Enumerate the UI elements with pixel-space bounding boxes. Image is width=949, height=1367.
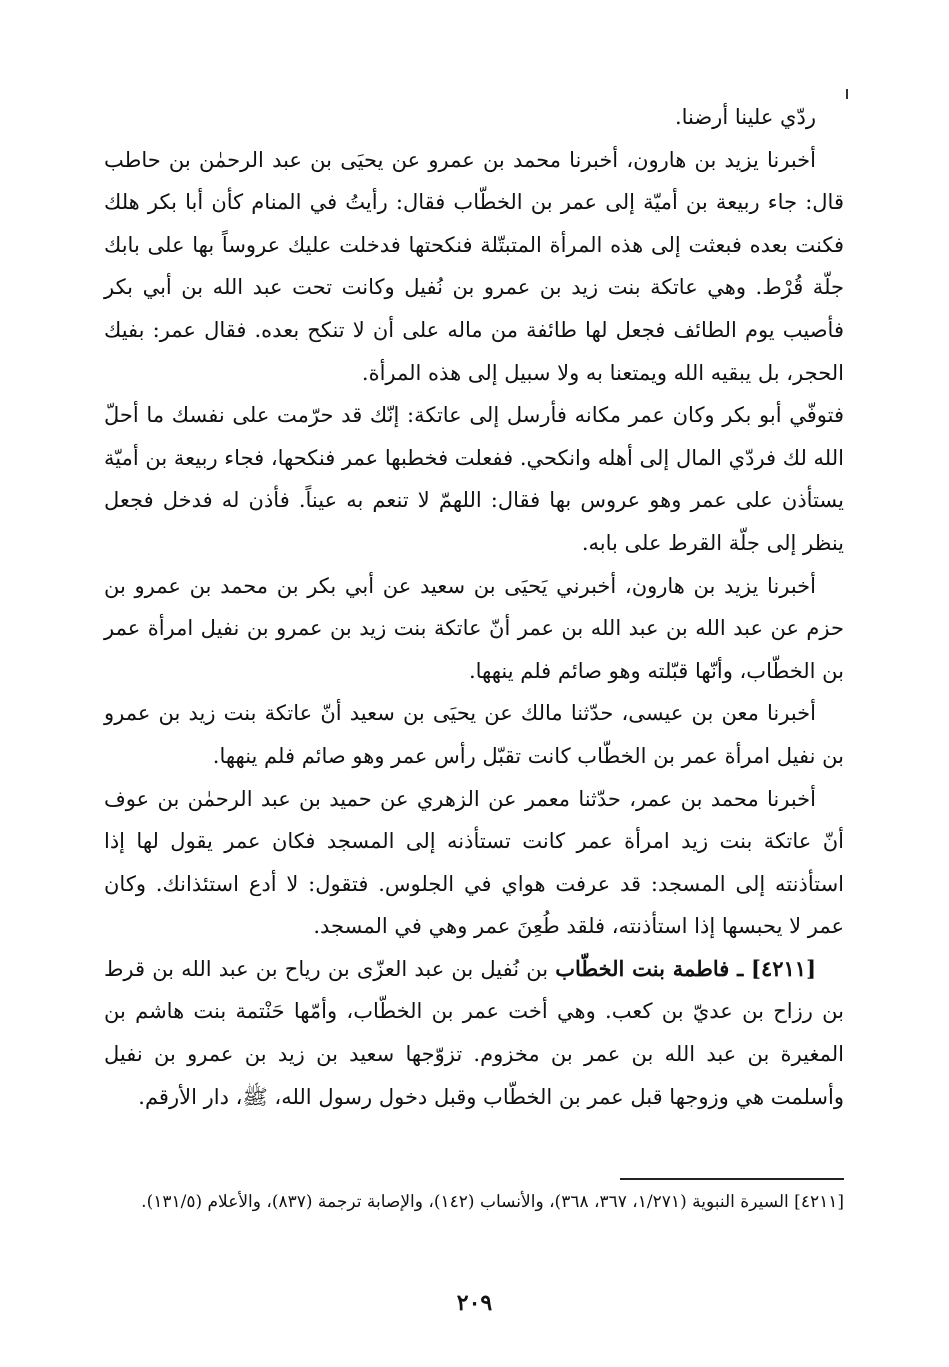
biography-entry — [104, 948, 844, 1118]
paragraph: فتوفّي أبو بكر وكان عمر مكانه فأرسل إلى عاتكة: إنّك قد حرّمت على نفسك ما أحلّ الله لك فردّي المال إلى أهله وانكحي. ففعلت فخطبها عمر فنكحها، فجاء ربيعة بن أميّة يستأذن على عمر وهو عروس بها فقال: اللهمّ لا تنعم به عيناً. فأذن له فدخل فجعل ينظر إلى جلّة القرط على بابه. — [104, 403, 844, 555]
paragraph: أخبرنا يزيد بن هارون، أخبرني يَحيَى بن سعيد عن أبي بكر بن محمد بن عمرو بن حزم عن عبد الله بن عبد الله بن عمر أنّ عاتكة بنت زيد بن عمرو بن نفيل امرأة عمر بن الخطّاب، وأنّها قبّلته وهو صائم فلم ينهها. — [104, 573, 844, 683]
paragraph: أخبرنا محمد بن عمر، حدّثنا معمر عن الزهري عن حميد بن عبد الرحمٰن بن عوف أنّ عاتكة بنت زيد امرأة عمر كانت تستأذنه إلى المسجد فكان عمر يقول لها إذا استأذنته إلى المسجد: قد عرفت هواي في الجلوس. فتقول: لا أدع استئذانك. وكان عمر لا يحبسها إذا استأذنته، فلقد طُعِنَ عمر وهي في المسجد. — [104, 786, 844, 939]
paragraph: أخبرنا يزيد بن هارون، أخبرنا محمد بن عمرو عن يحيَى بن عبد الرحمٰن بن حاطب قال: جاء ربيعة بن أميّة إلى عمر بن الخطّاب فقال: رأيتُ في المنام كأن أبا بكر هلك فكنت بعده فبعثت إلى هذه المرأة المتبتّلة فنكحتها فدخلت عليك عروساً بها على بابك جلّة قُرْط. وهي عاتكة بنت زيد بن عمرو بن نُفيل وكانت تحت عبد الله بن أبي بكر فأصيب يوم الطائف فجعل لها طائفة من ماله على أن لا تنكح بعده. فقال عمر: بفيك الحجر، بل يبقيه الله ويمتعنا به ولا سبيل إلى هذه المرأة. — [104, 147, 844, 385]
paragraph: أخبرنا معن بن عيسى، حدّثنا مالك عن يحيَى بن سعيد أنّ عاتكة بنت زيد بن عمرو بن نفيل امرأة عمر بن الخطّاب كانت تقبّل رأس عمر وهو صائم فلم ينهها. — [104, 701, 844, 768]
footnotes — [104, 1186, 844, 1219]
footnote-divider — [620, 1178, 844, 1180]
entry-heading: [٤٢١١] ـ فاطمة بنت الخطّاب — [555, 955, 817, 981]
entry-text: بن نُفيل بن عبد العزّى بن رياح بن عبد الله بن قرط بن رزاح بن عديّ بن كعب. وهي أخت عمر بن الخطّاب، وأمّها حَنْتمة بنت هاشم بن المغيرة بن عبد الله بن عمر بن مخزوم. تزوّجها سعيد بن زيد بن عمرو بن نفيل وأسلمت هي وزوجها قبل عمر بن الخطّاب وقبل دخول رسول الله، ﷺ، دار الأرقم. — [104, 956, 844, 1109]
footnote: [٤٢١١] السيرة النبوية (١/٢٧١، ٣٦٧، ٣٦٨)، والأنساب (١٤٢)، والإصابة ترجمة (٨٣٧)، والأعلام (١٣١/٥). — [141, 1192, 844, 1212]
main-text — [104, 96, 844, 1118]
page-number: ٢٠٩ — [456, 1290, 493, 1316]
margin-mark — [846, 89, 848, 99]
paragraph: ردّي علينا أرضنا. — [674, 105, 816, 129]
